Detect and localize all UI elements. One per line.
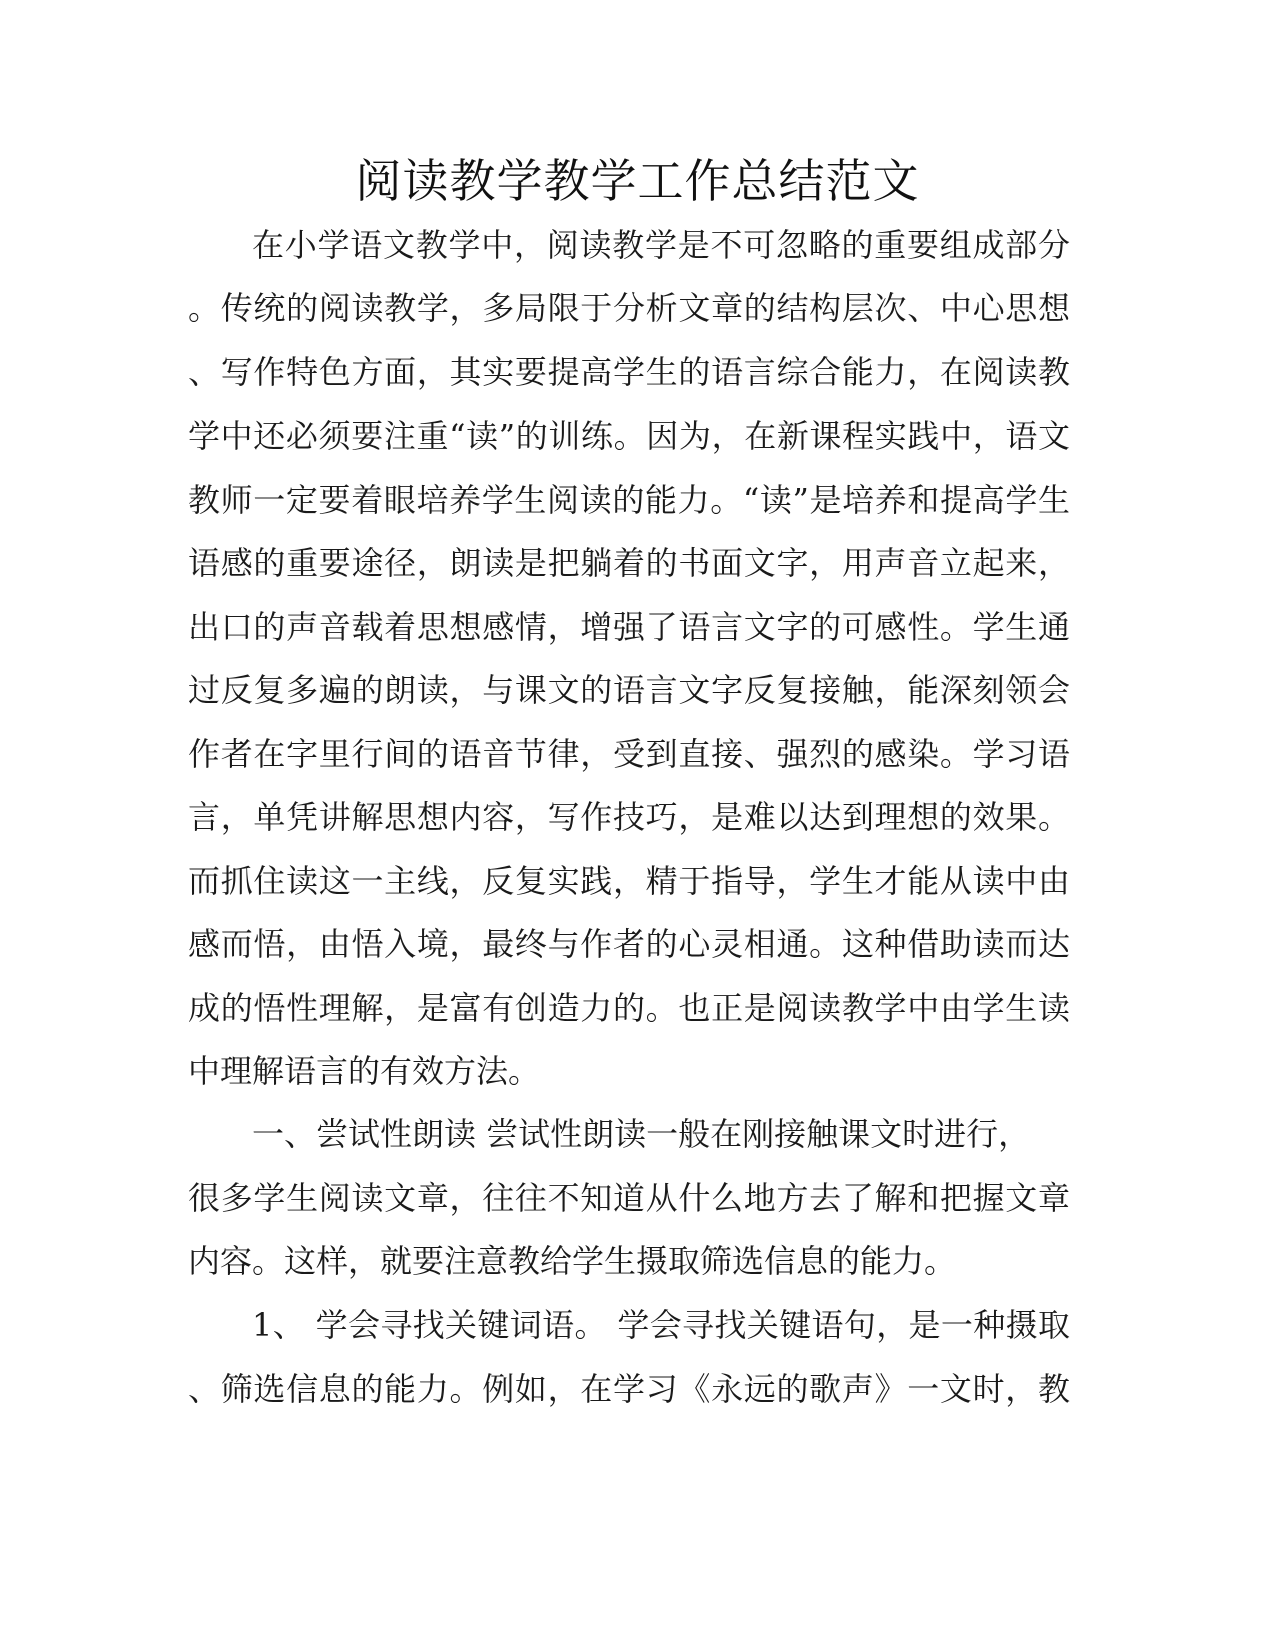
- paragraph-1-line-11: 而抓住读这一主线，反复实践，精于指导，学生才能从读中由: [188, 862, 1070, 900]
- paragraph-1-line-1: 在小学语文教学中，阅读教学是不可忽略的重要组成部分: [252, 226, 1070, 264]
- paragraph-1-line-6: 语感的重要途径，朗读是把躺着的书面文字，用声音立起来，: [188, 544, 1070, 582]
- paragraph-1-line-5: 教师一定要着眼培养学生阅读的能力。“读”是培养和提高学生: [188, 481, 1070, 519]
- paragraph-2-line-3: 内容。这样，就要注意教给学生摄取筛选信息的能力。: [188, 1242, 957, 1280]
- paragraph-1-line-3: 、写作特色方面，其实要提高学生的语言综合能力，在阅读教: [188, 353, 1070, 391]
- paragraph-1-line-12: 感而悟，由悟入境，最终与作者的心灵相通。这种借助读而达: [188, 925, 1070, 963]
- paragraph-1-line-2: 。传统的阅读教学，多局限于分析文章的结构层次、中心思想: [188, 289, 1070, 327]
- paragraph-1-line-8: 过反复多遍的朗读，与课文的语言文字反复接触，能深刻领会: [188, 671, 1070, 709]
- paragraph-1-line-14: 中理解语言的有效方法。: [188, 1052, 541, 1090]
- paragraph-2-line-1: 一、尝试性朗读 尝试性朗读一般在刚接触课文时进行，: [252, 1115, 1031, 1153]
- paragraph-2-line-2: 很多学生阅读文章，往往不知道从什么地方去了解和把握文章: [188, 1179, 1070, 1217]
- paragraph-1-line-10: 言，单凭讲解思想内容，写作技巧，是难以达到理想的效果。: [188, 798, 1070, 836]
- paragraph-1-line-9: 作者在字里行间的语音节律，受到直接、强烈的感染。学习语: [188, 735, 1070, 773]
- paragraph-1-line-13: 成的悟性理解，是富有创造力的。也正是阅读教学中由学生读: [188, 989, 1070, 1027]
- paragraph-1-line-4: 学中还必须要注重“读”的训练。因为，在新课程实践中，语文: [188, 417, 1070, 455]
- paragraph-3-line-1: 1、 学会寻找关键词语。 学会寻找关键语句，是一种摄取: [252, 1306, 1070, 1344]
- paragraph-3-line-2: 、筛选信息的能力。例如，在学习《永远的歌声》一文时，教: [188, 1370, 1070, 1408]
- paragraph-1-line-7: 出口的声音载着思想感情，增强了语言文字的可感性。学生通: [188, 608, 1070, 646]
- document-title: 阅读教学教学工作总结范文: [355, 154, 920, 208]
